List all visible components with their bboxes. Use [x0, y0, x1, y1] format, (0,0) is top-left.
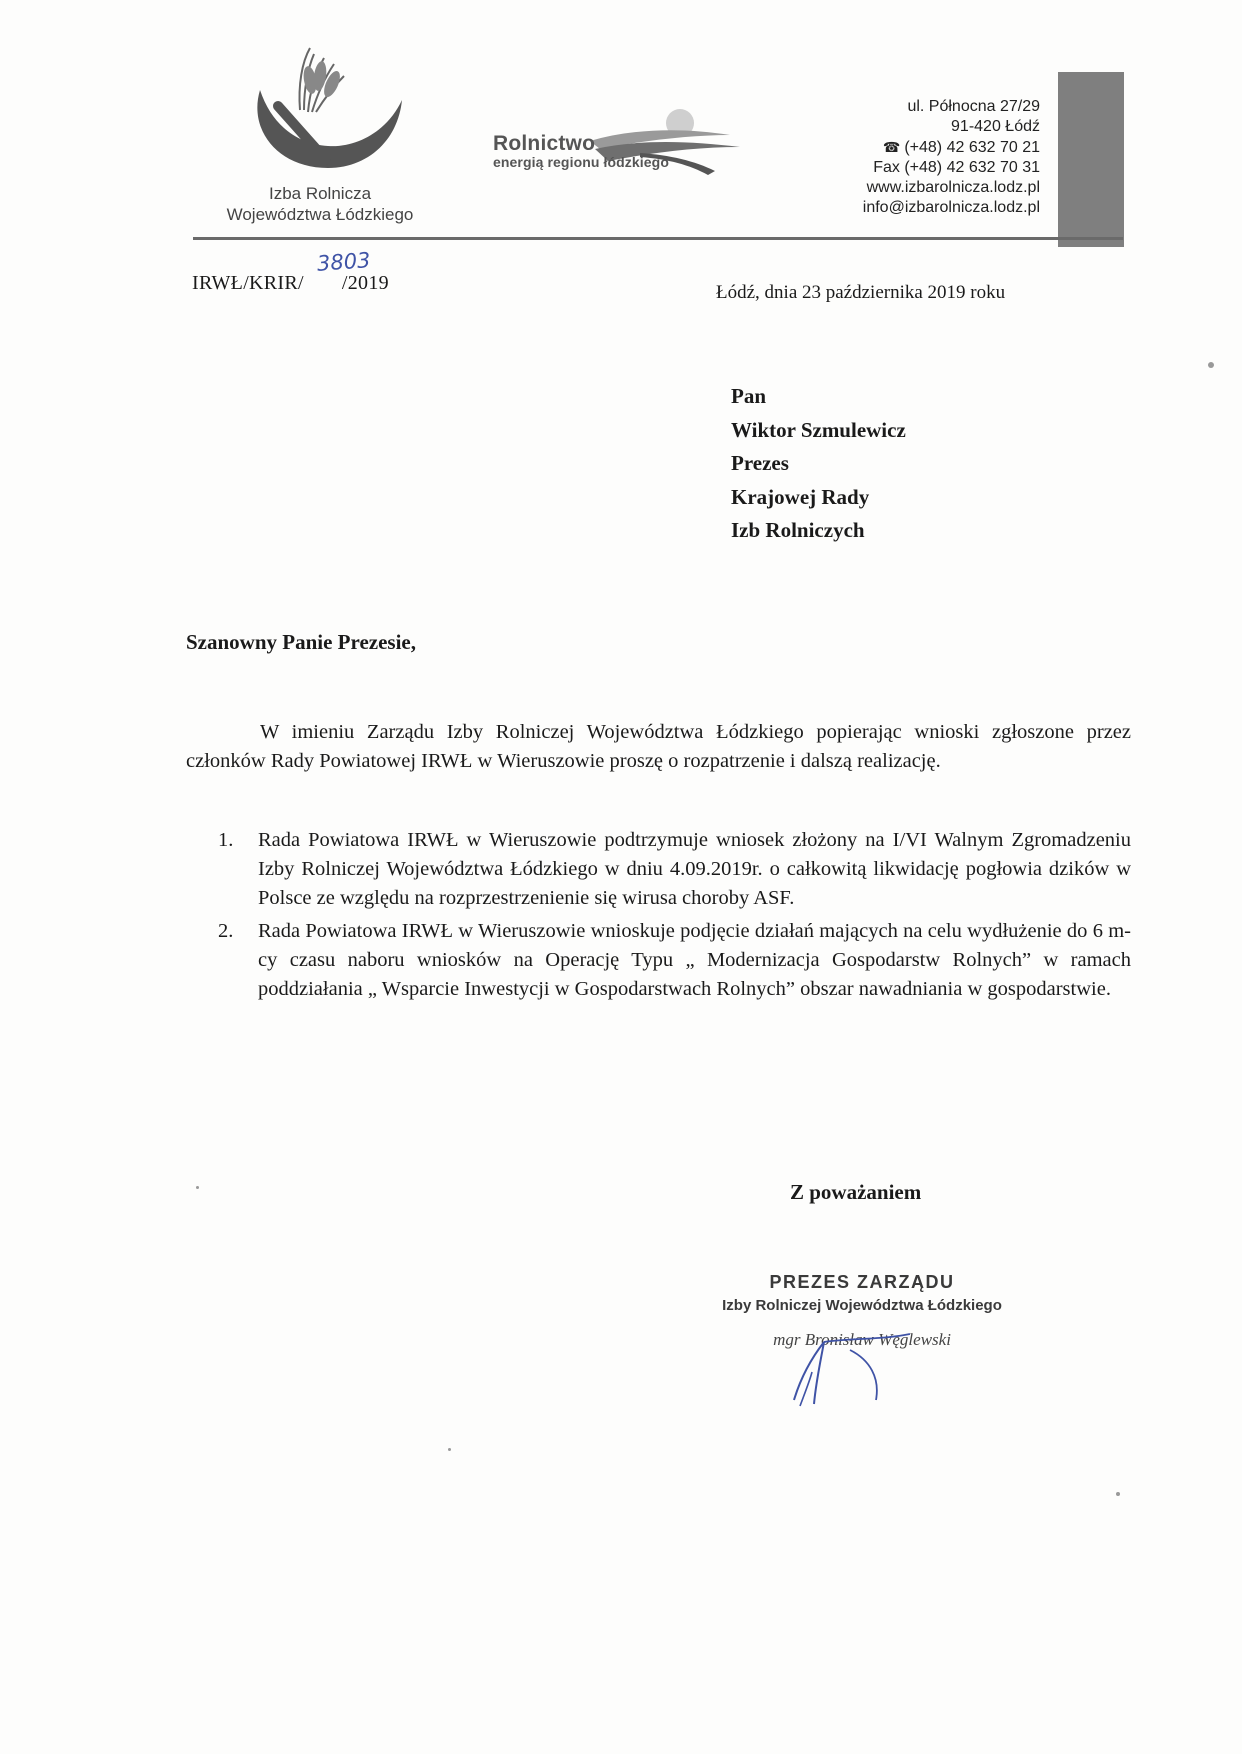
closing-phrase: Z poważaniem [790, 1180, 922, 1204]
address-city: 91-420 Łódź [951, 118, 1040, 135]
list-item-text: Rada Powiatowa IRWŁ w Wieruszowie podtrzymuje wniosek złożony na I/VI Walnym Zgromadzeniu Izby Rolniczej Województwa Łódzkiego w dniu 4.09.2019r. o całkowitą likwidację pogłowia dzików w Polsce ze względu na rozprzestrzenienie się wirusa choroby ASF. [258, 829, 1131, 909]
addressee-line: Prezes [731, 451, 789, 475]
reference-suffix: /2019 [341, 272, 389, 294]
addressee-line: Pan [731, 384, 767, 408]
stamp-title: PREZES ZARZĄDU [769, 1272, 955, 1292]
header-divider [193, 237, 1123, 240]
phone-icon: ☎ [882, 139, 901, 155]
addressee-block [731, 380, 906, 548]
address-street: ul. Północna 27/29 [907, 98, 1040, 115]
scan-speck [196, 1186, 199, 1189]
list-item [186, 917, 1131, 1004]
address-email: info@izbarolnicza.lodz.pl [862, 199, 1040, 216]
organization-name [200, 183, 440, 225]
stamp-name: mgr Bronisław Węglewski [773, 1330, 951, 1349]
contact-address [863, 97, 1040, 218]
letter-date: Łódź, dnia 23 października 2019 roku [716, 282, 1006, 303]
stamp-organization: Izby Rolniczej Województwa Łódzkiego [722, 1297, 1002, 1314]
handwritten-signature-icon [780, 1320, 920, 1410]
list-item-number: 1. [218, 829, 234, 851]
org-name-line1: Izba Rolnicza [268, 184, 372, 203]
scan-speck [1116, 1492, 1120, 1496]
addressee-line: Wiktor Szmulewicz [731, 417, 906, 442]
intro-paragraph [186, 718, 1131, 776]
reference-number [192, 272, 389, 295]
izba-rolnicza-emblem-icon [238, 40, 408, 180]
request-list [186, 826, 1131, 1008]
address-phone-line [863, 137, 1040, 158]
list-item-number: 2. [218, 920, 234, 942]
scan-speck [448, 1448, 451, 1451]
address-fax: Fax (+48) 42 632 70 31 [873, 159, 1040, 176]
list-item-text: Rada Powiatowa IRWŁ w Wieruszowie wnioskuje podjęcie działań mających na celu wydłużenie do 6 m-cy czasu naboru wniosków na Operację Typu „ Modernizacja Gospodarstw Rolnych” w ramach poddziałania „ Wsparcie Inwestycji w Gospodarstwach Rolnych” obszar nawadniania w gospodarstwie. [258, 920, 1131, 1000]
brand-text [493, 132, 669, 170]
reference-prefix: IRWŁ/KRIR/ [192, 272, 304, 294]
address-website: www.izbarolnicza.lodz.pl [866, 179, 1040, 196]
list-item [186, 826, 1131, 913]
scan-speck [1208, 362, 1214, 368]
brand-subtitle: energią regionu łódzkiego [493, 154, 669, 170]
addressee-line: Izb Rolniczych [731, 518, 865, 542]
brand-title: Rolnictwo [493, 132, 596, 155]
intro-text: W imieniu Zarządu Izby Rolniczej Województwa Łódzkiego popierając wnioski zgłoszone przez członków Rady Powiatowej IRWŁ w Wieruszowie proszę o rozpatrzenie i dalszą realizację. [186, 721, 1131, 772]
salutation: Szanowny Panie Prezesie, [186, 630, 416, 654]
address-phone: (+48) 42 632 70 21 [904, 139, 1040, 156]
handwritten-reference-number: 3803 [316, 248, 372, 276]
addressee-line: Krajowej Rady [731, 484, 870, 509]
org-name-line2: Województwa Łódzkiego [226, 205, 414, 224]
header-gray-bar [1058, 72, 1124, 247]
